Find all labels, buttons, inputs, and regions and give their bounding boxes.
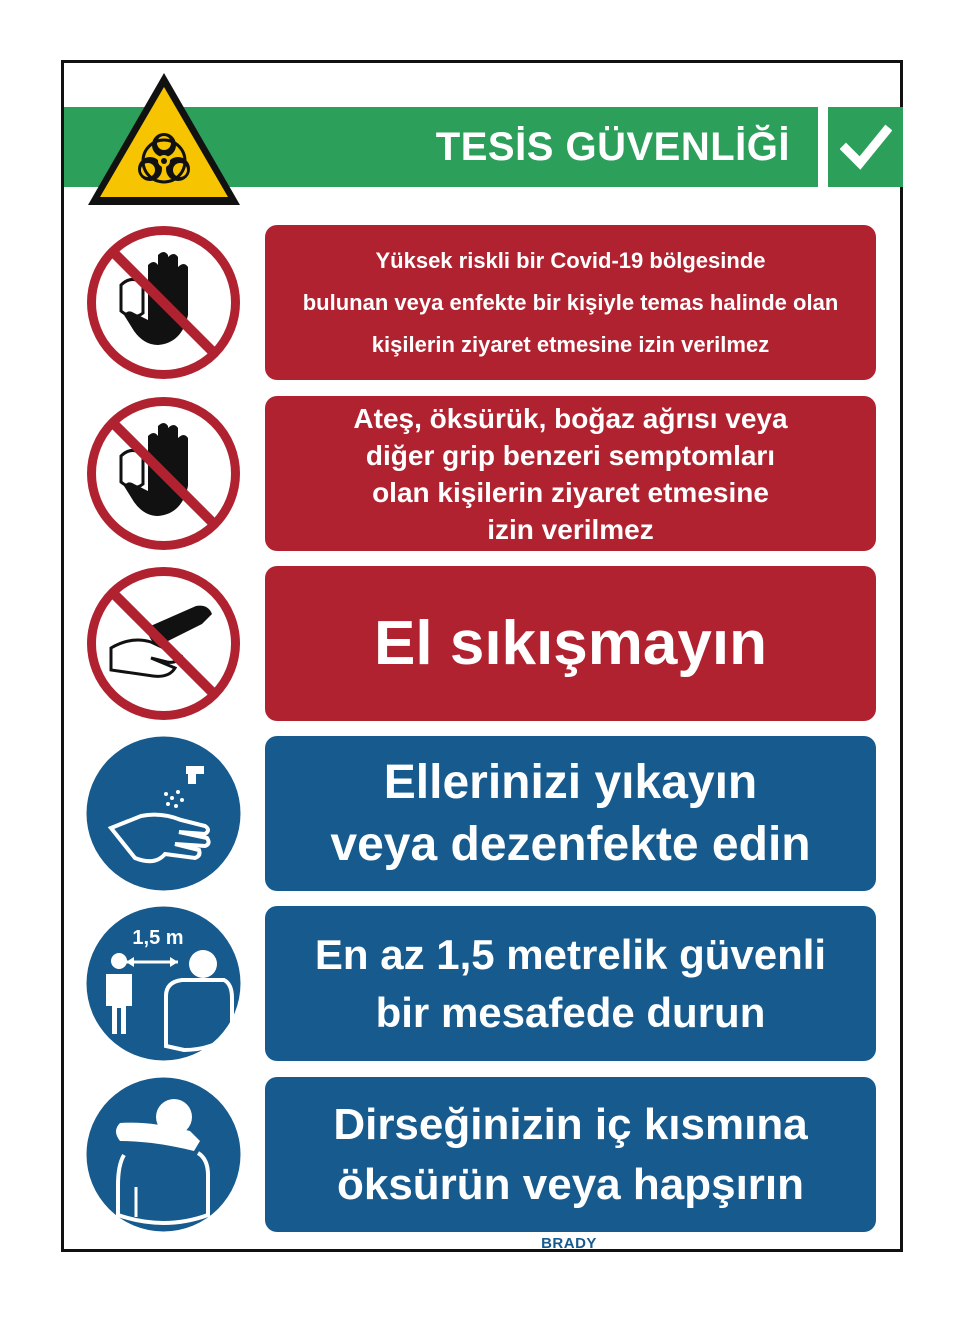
distance-icon: [86, 906, 241, 1061]
rule-panel-1: [265, 225, 876, 380]
no-entry-hand-icon: [86, 396, 241, 551]
rule-text: Yüksek riskli bir Covid-19 bölgesinde: [375, 247, 766, 273]
rule-text: diğer grip benzeri semptomları: [365, 439, 776, 471]
brand-logo: BRADY: [541, 1235, 597, 1252]
cough-elbow-icon: [86, 1077, 241, 1232]
rule-panel-2: [265, 396, 876, 551]
no-entry-hand-icon: [86, 225, 241, 380]
rule-text: öksürün veya hapşırın: [336, 1159, 805, 1209]
no-handshake-icon: [86, 566, 241, 721]
rule-row-5: [64, 906, 906, 1061]
rule-text: izin verilmez: [487, 513, 654, 545]
safety-sign: [61, 60, 903, 1252]
rule-text: Ateş, öksürük, boğaz ağrısı veya: [353, 402, 788, 434]
rule-text: bulunan veya enfekte bir kişiyle temas halinde olan: [302, 289, 839, 315]
rule-row-1: [64, 225, 906, 380]
rule-row-6: [64, 1077, 906, 1232]
biohazard-warning-icon: [84, 69, 244, 209]
distance-label: 1,5 m: [132, 927, 184, 949]
rule-panel-6: [265, 1077, 876, 1232]
rule-row-2: [64, 396, 906, 551]
rule-row-3: [64, 566, 906, 721]
rule-text: El sıkışmayın: [374, 608, 767, 678]
checkmark-icon: [840, 121, 892, 173]
rule-panel-4: [265, 736, 876, 891]
rule-text: Ellerinizi yıkayın: [383, 755, 758, 809]
rule-text: Dirseğinizin iç kısmına: [333, 1099, 808, 1149]
rule-text: bir mesafede durun: [375, 988, 766, 1036]
rule-text: veya dezenfekte edin: [330, 817, 811, 871]
rule-text: olan kişilerin ziyaret etmesine: [372, 476, 769, 508]
page-title: TESİS GÜVENLİĞİ: [435, 125, 790, 169]
rule-row-4: [64, 736, 906, 891]
wash-hands-icon: [86, 736, 241, 891]
rule-panel-3: [265, 566, 876, 721]
rule-text: kişilerin ziyaret etmesine izin verilmez: [371, 331, 770, 357]
rule-text: En az 1,5 metrelik güvenli: [314, 930, 827, 978]
rule-panel-5: [265, 906, 876, 1061]
